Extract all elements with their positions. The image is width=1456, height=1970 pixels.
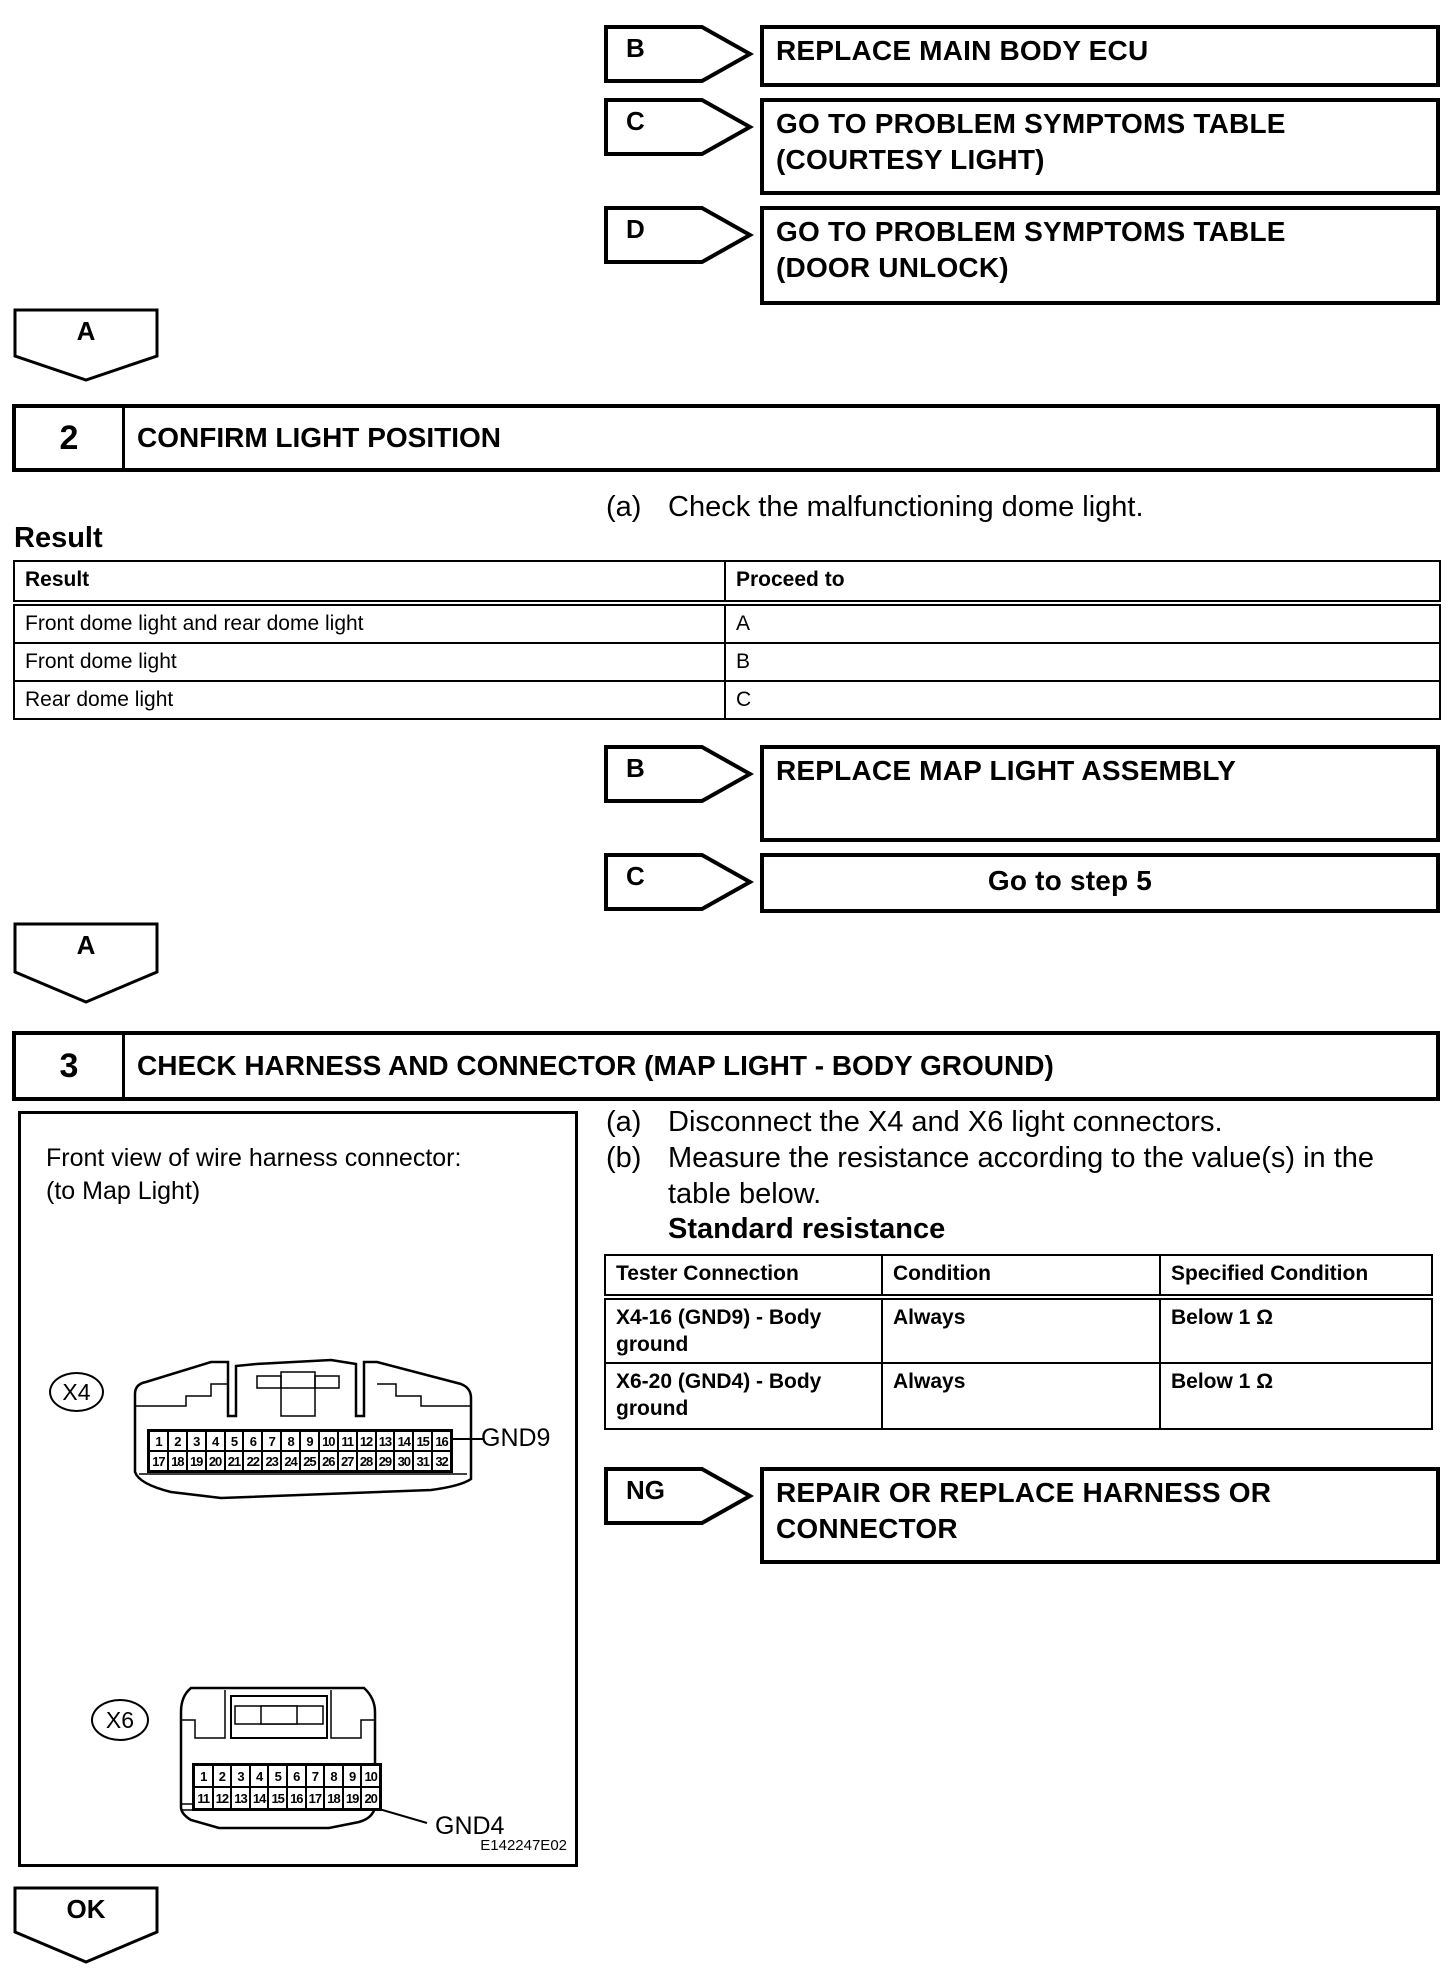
table-row [14,681,1440,719]
action-text-line2: (DOOR UNLOCK) [776,252,1009,283]
branch-c-arrow[interactable] [604,853,754,911]
connector-pin: 26 [319,1451,338,1471]
step-2-instruction-a [606,489,1436,529]
connector-pin: 15 [413,1431,432,1451]
connector-pin: 2 [168,1431,187,1451]
step-2-header [12,404,1440,472]
branch-d-arrow[interactable] [604,206,754,264]
connector-pin: 5 [268,1765,287,1787]
connector-pin: 20 [206,1451,225,1471]
connector-pin: 30 [394,1451,413,1471]
instruction-marker: (a) [606,491,642,523]
branch-b-arrow[interactable] [604,745,754,803]
connector-pin: 9 [300,1431,319,1451]
action-text-line2: (COURTESY LIGHT) [776,144,1045,175]
connector-pin: 28 [357,1451,376,1471]
resistance-table [604,1254,1433,1430]
table-cell: B [725,643,1440,681]
connector-x4-housing-icon [131,1354,476,1500]
connector-pin: 17 [306,1787,325,1809]
connector-pin: 8 [281,1431,300,1451]
connector-pin: 18 [324,1787,343,1809]
table-row [14,603,1440,643]
connector-pin: 27 [338,1451,357,1471]
column-header: Specified Condition [1160,1255,1432,1297]
table-cell: X6-20 (GND4) - Body ground [605,1363,882,1429]
table-row [605,1297,1432,1363]
action-text-line2: CONNECTOR [776,1513,958,1544]
action-text-line1: REPAIR OR REPLACE HARNESS OR [776,1477,1272,1508]
connector-pin: 6 [243,1431,262,1451]
continue-label: A [76,316,96,346]
connector-pin: 4 [206,1431,225,1451]
connector-pin: 19 [187,1451,206,1471]
callout-gnd9: GND9 [481,1424,551,1452]
branch-label: C [626,861,645,891]
connector-pin: 7 [262,1431,281,1451]
branch-label: B [626,753,645,783]
table-header-row [605,1255,1432,1297]
connector-pin: 14 [394,1431,413,1451]
step-3-header [12,1031,1440,1101]
continue-ok-arrow[interactable] [13,1886,159,1960]
column-header: Condition [882,1255,1160,1297]
connector-pin: 3 [187,1431,206,1451]
continue-label: OK [66,1894,106,1924]
connector-pin: 2 [213,1765,232,1787]
table-cell: Below 1 Ω [1160,1297,1432,1363]
spec-heading: Standard resistance [668,1213,946,1245]
result-heading: Result [14,522,103,554]
connector-pin: 19 [343,1787,362,1809]
branch-label: B [626,33,645,63]
connector-pin: 16 [432,1431,451,1451]
action-text-line1: GO TO PROBLEM SYMPTOMS TABLE [776,216,1286,247]
branch-label: NG [626,1475,665,1505]
instruction-text-line2: table below. [668,1178,822,1210]
continue-a-arrow-1[interactable] [13,308,159,382]
connector-pin: 21 [225,1451,244,1471]
branch-label: D [626,214,645,244]
caption-line-2: (to Map Light) [46,1177,201,1205]
connector-pin: 4 [250,1765,269,1787]
action-replace-map-light-assembly[interactable] [760,745,1440,842]
table-cell: C [725,681,1440,719]
result-table [13,560,1441,720]
action-text: Go to step 5 [987,865,1153,896]
continue-a-arrow-2[interactable] [13,922,159,996]
branch-b-arrow[interactable] [604,25,754,83]
callout-line-icon [379,1807,429,1827]
instruction-marker: (b) [606,1142,642,1174]
continue-label: A [76,930,96,960]
connector-pin: 23 [262,1451,281,1471]
connector-pin: 32 [432,1451,451,1471]
connector-x6-pins [192,1763,382,1811]
instruction-marker: (a) [606,1106,642,1138]
connector-id-x6: X6 [91,1699,149,1741]
connector-pin: 18 [168,1451,187,1471]
action-courtesy-light-table[interactable] [760,98,1440,195]
table-cell: Rear dome light [14,681,725,719]
instruction-text: Check the malfunctioning dome light. [668,491,1144,523]
callout-gnd4: GND4 [435,1812,505,1840]
connector-pin: 17 [149,1451,168,1471]
branch-label: C [626,106,645,136]
action-text-line1: GO TO PROBLEM SYMPTOMS TABLE [776,108,1286,139]
connector-pin: 10 [319,1431,338,1451]
connector-pin: 3 [231,1765,250,1787]
step-title: CHECK HARNESS AND CONNECTOR (MAP LIGHT - BODY GROUND) [137,1050,1054,1081]
connector-pin: 31 [413,1451,432,1471]
connector-pin: 8 [324,1765,343,1787]
action-text: REPLACE MAP LIGHT ASSEMBLY [776,755,1236,786]
table-cell: Front dome light and rear dome light [14,603,725,643]
instruction-text: Disconnect the X4 and X6 light connectors. [668,1106,1223,1138]
connector-pin: 20 [361,1787,380,1809]
branch-c-arrow[interactable] [604,98,754,156]
connector-pin: 16 [287,1787,306,1809]
table-cell: X4-16 (GND9) - Body ground [605,1297,882,1363]
connector-diagram [18,1111,578,1867]
connector-pin: 12 [357,1431,376,1451]
connector-pin: 10 [361,1765,380,1787]
table-cell: Front dome light [14,643,725,681]
action-text: REPLACE MAIN BODY ECU [776,35,1149,66]
table-cell: Below 1 Ω [1160,1363,1432,1429]
connector-pin: 6 [287,1765,306,1787]
connector-pin: 15 [268,1787,287,1809]
step-3-instruction-a [606,1104,1436,1142]
table-row [605,1363,1432,1429]
connector-id-x4: X4 [49,1372,104,1412]
action-door-unlock-table[interactable] [760,206,1440,305]
step-number: 2 [16,408,125,468]
step-title: CONFIRM LIGHT POSITION [137,422,501,453]
connector-pin: 22 [243,1451,262,1471]
column-header: Result [14,561,725,603]
connector-x6-housing-icon [179,1682,379,1834]
connector-pin: 24 [281,1451,300,1471]
table-cell: Always [882,1297,1160,1363]
connector-pin: 25 [300,1451,319,1471]
action-go-to-step-5[interactable] [760,853,1440,913]
figure-id: E142247E02 [480,1837,567,1854]
table-row [14,643,1440,681]
connector-x4-pins [147,1429,453,1473]
connector-pin: 29 [376,1451,395,1471]
action-repair-harness[interactable] [760,1467,1440,1564]
connector-pin: 9 [343,1765,362,1787]
caption-line-1: Front view of wire harness connector: [46,1144,462,1172]
step-3-instruction-b [606,1140,1446,1216]
connector-pin: 5 [225,1431,244,1451]
table-cell: Always [882,1363,1160,1429]
diagram-caption [46,1142,461,1208]
instruction-text [668,1140,1374,1212]
branch-ng-arrow[interactable] [604,1467,754,1525]
table-header-row [14,561,1440,603]
connector-pin: 1 [194,1765,213,1787]
connector-pin: 11 [194,1787,213,1809]
connector-pin: 1 [149,1431,168,1451]
connector-pin: 13 [376,1431,395,1451]
table-cell: A [725,603,1440,643]
column-header: Proceed to [725,561,1440,603]
column-header: Tester Connection [605,1255,882,1297]
connector-pin: 7 [306,1765,325,1787]
connector-pin: 14 [250,1787,269,1809]
connector-pin: 11 [338,1431,357,1451]
connector-pin: 12 [213,1787,232,1809]
instruction-text-line1: Measure the resistance according to the value(s) in the [668,1142,1375,1174]
action-replace-main-body-ecu[interactable] [760,25,1440,87]
callout-line-icon [453,1436,483,1442]
connector-pin: 13 [231,1787,250,1809]
step-number: 3 [16,1035,125,1097]
